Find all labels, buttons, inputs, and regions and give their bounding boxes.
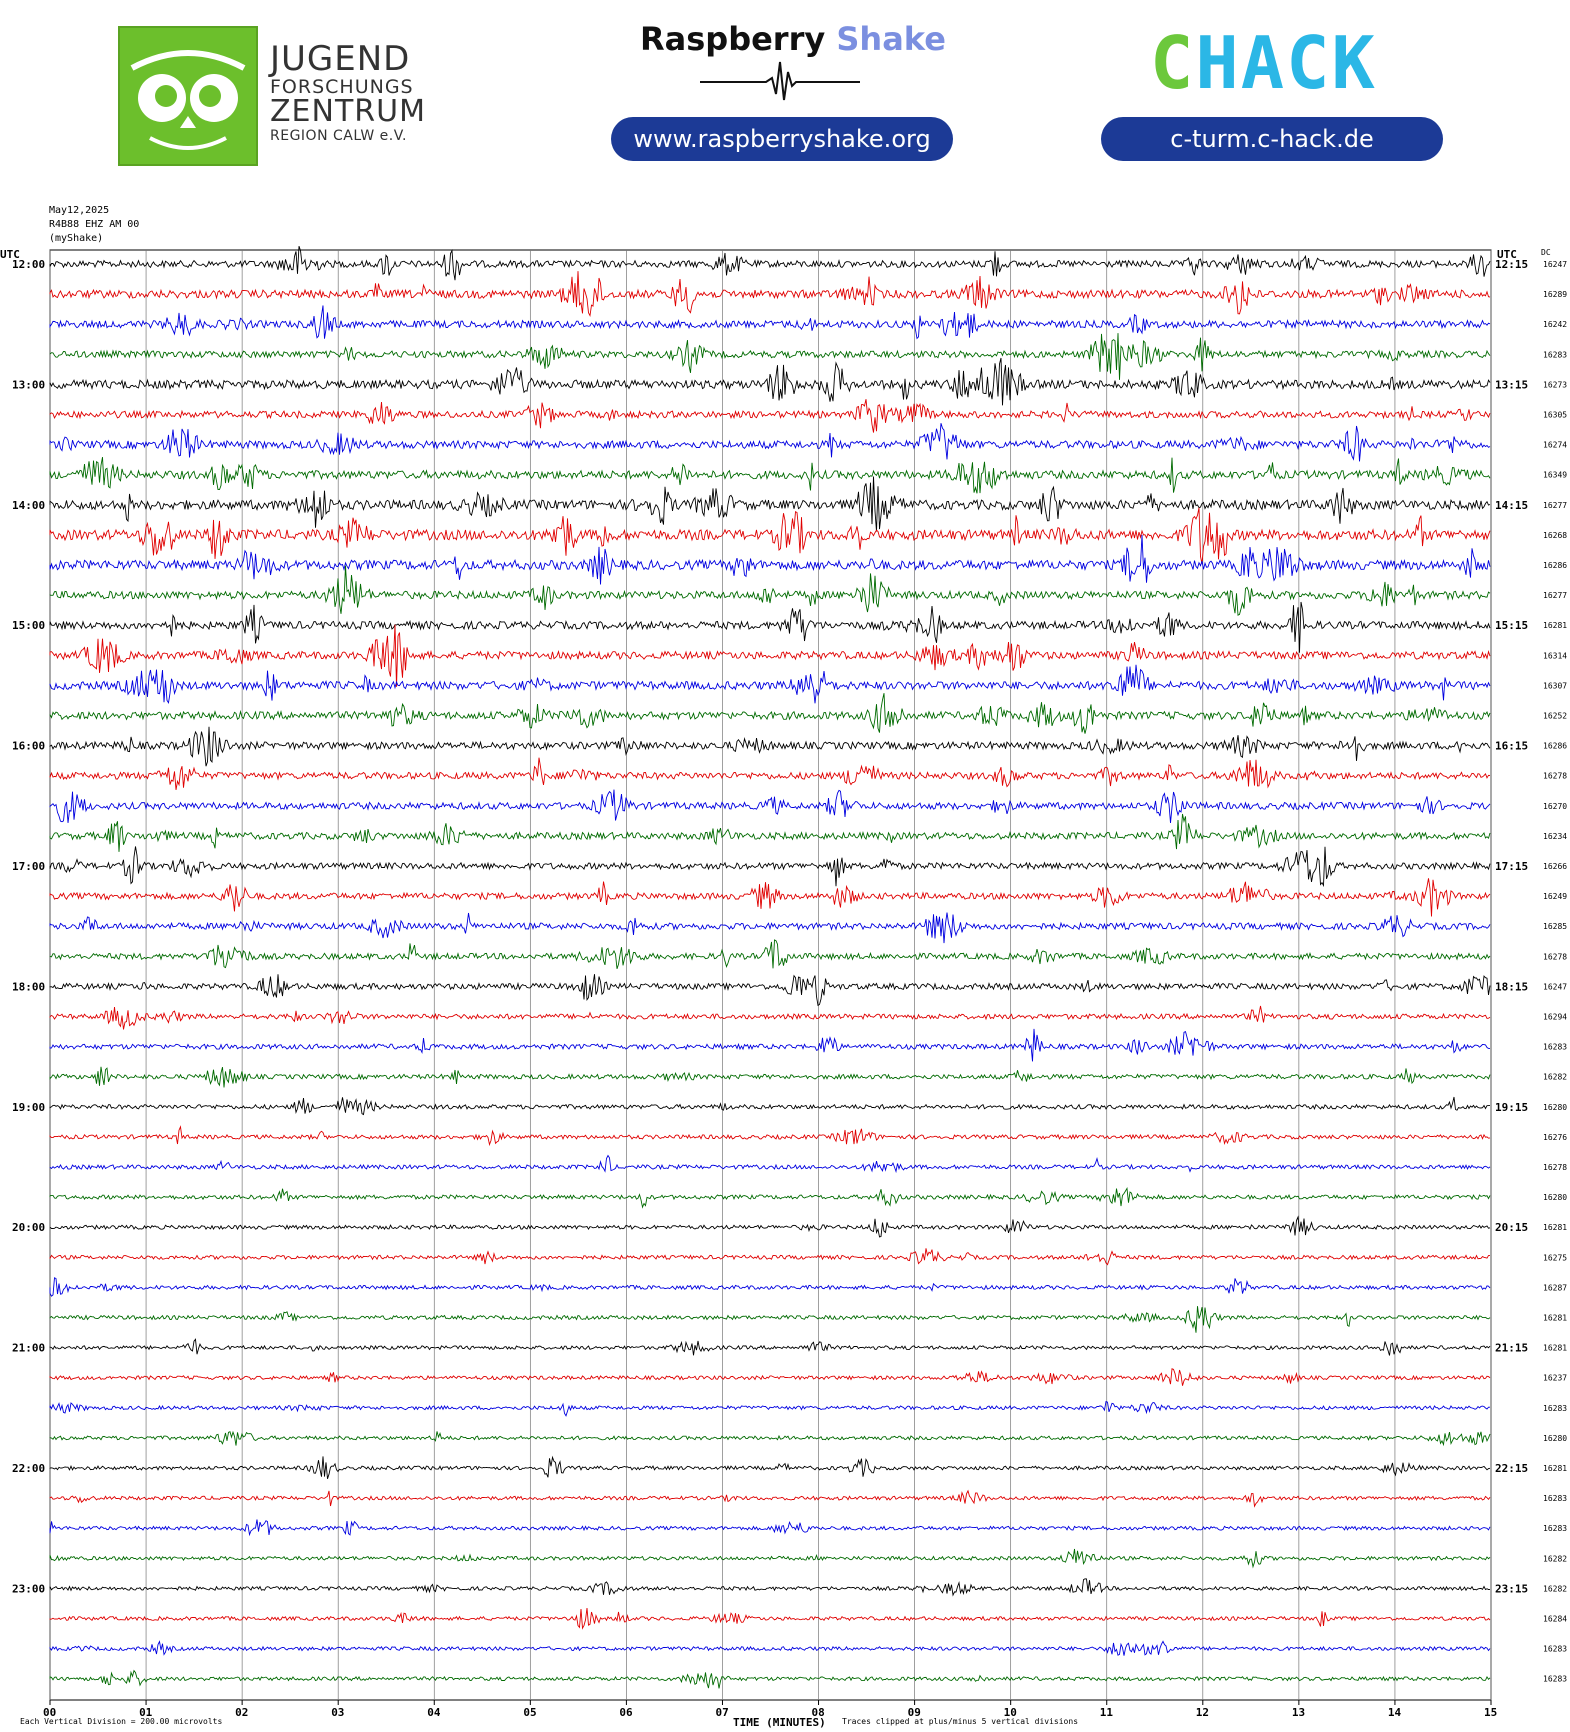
left-hour-label: 12:00 xyxy=(12,258,46,271)
owl-icon xyxy=(118,26,258,166)
x-tick-label: 07 xyxy=(715,1706,729,1719)
trace-line xyxy=(50,693,1490,733)
left-utc-label: UTC xyxy=(0,248,20,261)
dc-value-label: 16282 xyxy=(1543,1584,1568,1594)
plot-frame xyxy=(50,250,1491,1700)
dc-value-label: 16247 xyxy=(1543,982,1568,992)
trace-line xyxy=(50,399,1490,432)
trace-line xyxy=(50,1278,1490,1296)
left-hour-label: 19:00 xyxy=(12,1100,46,1114)
dc-value-label: 16278 xyxy=(1543,1163,1568,1172)
trace-line xyxy=(50,790,1490,823)
trace-line xyxy=(50,878,1490,916)
chack-letter: K xyxy=(1331,28,1377,98)
trace-line xyxy=(50,1156,1490,1172)
dc-value-label: 16247 xyxy=(1543,260,1568,269)
dc-value-label: 16283 xyxy=(1543,1674,1568,1684)
dc-value-label: 16283 xyxy=(1543,1644,1568,1654)
right-hour-label: 13:15 xyxy=(1495,378,1529,392)
trace-line xyxy=(50,846,1490,886)
trace-line xyxy=(50,1006,1490,1030)
right-hour-label: 21:15 xyxy=(1495,1341,1529,1355)
x-tick-label: 02 xyxy=(235,1706,249,1719)
svg-text:CHACK xyxy=(1150,28,1377,98)
trace-line xyxy=(50,1097,1490,1115)
trace-line xyxy=(50,913,1490,944)
dc-value-label: 16242 xyxy=(1543,320,1568,330)
dc-value-label: 16289 xyxy=(1543,290,1568,300)
header-banner xyxy=(0,0,1570,200)
dc-value-label: 16275 xyxy=(1543,1253,1568,1263)
right-hour-label: 19:15 xyxy=(1495,1100,1529,1114)
dc-value-label: 16280 xyxy=(1543,1193,1568,1203)
trace-line xyxy=(50,940,1490,969)
dc-value-label: 16237 xyxy=(1543,1373,1568,1383)
trace-line xyxy=(50,1248,1490,1264)
dc-value-label: 16314 xyxy=(1543,651,1568,661)
trace-lines xyxy=(50,246,1490,1688)
x-tick-label: 06 xyxy=(619,1706,633,1719)
chack-letter: H xyxy=(1195,28,1241,98)
raspberry-shake-logo xyxy=(640,20,946,58)
trace-line xyxy=(50,1217,1490,1237)
jfz-line-3: ZENTRUM xyxy=(270,94,426,129)
dc-value-label: 16305 xyxy=(1543,410,1568,420)
trace-line xyxy=(50,457,1490,493)
left-hour-label: 22:00 xyxy=(12,1462,46,1475)
trace-line xyxy=(50,1608,1490,1628)
x-tick-label: 00 xyxy=(43,1706,57,1719)
right-utc-label: UTC xyxy=(1497,248,1517,261)
trace-line xyxy=(50,1520,1490,1535)
left-hour-label: 16:00 xyxy=(12,739,46,753)
trace-line xyxy=(50,602,1490,653)
x-tick-label: 14 xyxy=(1387,1706,1402,1719)
dc-value-label: 16283 xyxy=(1543,1524,1568,1534)
trace-line xyxy=(50,1067,1490,1088)
trace-line xyxy=(50,814,1490,852)
x-axis-label: TIME (MINUTES) xyxy=(733,1716,826,1729)
dc-value-label: 16281 xyxy=(1543,1223,1568,1233)
jfz-line-2: FORSCHUNGS xyxy=(270,76,414,98)
trace-line xyxy=(50,1671,1490,1689)
x-tick-label: 10 xyxy=(1003,1706,1017,1719)
title-network: (myShake) xyxy=(49,233,104,244)
x-tick-label: 03 xyxy=(331,1706,345,1719)
dc-value-label: 16287 xyxy=(1543,1283,1568,1293)
dc-value-label: 16285 xyxy=(1543,922,1568,932)
dc-value-label: 16249 xyxy=(1543,892,1568,902)
x-tick-label: 04 xyxy=(427,1706,441,1719)
dc-value-label: 16280 xyxy=(1543,1433,1568,1443)
right-hour-label: 23:15 xyxy=(1495,1582,1529,1596)
seismograph-wave-icon xyxy=(700,58,860,104)
trace-line xyxy=(50,1579,1490,1595)
trace-line xyxy=(50,306,1490,339)
dc-value-label: 16349 xyxy=(1543,470,1568,480)
dc-value-label: 16281 xyxy=(1543,1343,1568,1353)
dc-value-label: 16283 xyxy=(1543,1042,1568,1052)
trace-line xyxy=(50,535,1490,585)
dc-value-label: 16270 xyxy=(1543,801,1568,811)
jfz-line-4: REGION CALW e.V. xyxy=(270,128,407,144)
title-date: May12,2025 xyxy=(49,205,110,216)
dc-values xyxy=(1543,260,1567,1684)
dc-value-label: 16281 xyxy=(1543,1464,1568,1473)
dc-value-label: 16282 xyxy=(1543,1554,1568,1564)
dc-value-label: 16283 xyxy=(1543,1403,1568,1413)
trace-line xyxy=(50,1641,1490,1655)
chack-url-link[interactable]: c-turm.c-hack.de xyxy=(1101,117,1443,161)
rs-title-part-2: Shake xyxy=(836,20,946,58)
trace-line xyxy=(50,625,1490,687)
minute-gridlines xyxy=(50,250,1491,1700)
trace-line xyxy=(50,1188,1490,1207)
dc-value-label: 16266 xyxy=(1543,862,1568,871)
x-tick-label: 12 xyxy=(1195,1706,1210,1719)
trace-line xyxy=(50,508,1490,564)
trace-line xyxy=(50,974,1490,1005)
dc-value-label: 16277 xyxy=(1543,591,1568,601)
station-title xyxy=(49,205,139,244)
dc-value-label: 16278 xyxy=(1543,771,1568,781)
trace-line xyxy=(50,1456,1490,1478)
chack-logo xyxy=(1150,28,1410,98)
right-hour-label: 18:15 xyxy=(1495,980,1529,994)
left-hour-labels xyxy=(12,258,45,1595)
title-station: R4B88 EHZ AM 00 xyxy=(49,219,140,230)
jfz-name xyxy=(270,39,426,144)
helicorder-plot xyxy=(0,200,1570,1732)
trace-line xyxy=(50,333,1490,380)
trace-line xyxy=(50,1431,1490,1445)
jfz-line-1: JUGEND xyxy=(270,39,411,79)
trace-line xyxy=(50,1369,1490,1386)
x-tick-label: 15 xyxy=(1484,1706,1498,1719)
chack-letter: A xyxy=(1240,28,1287,98)
chack-letter: C xyxy=(1286,28,1332,98)
dc-label: DC xyxy=(1541,248,1551,257)
dc-value-label: 16252 xyxy=(1543,711,1568,721)
dc-value-label: 16283 xyxy=(1543,350,1568,360)
trace-line xyxy=(50,1029,1490,1062)
trace-line xyxy=(50,246,1490,280)
left-hour-label: 15:00 xyxy=(12,619,46,633)
trace-line xyxy=(50,423,1490,461)
trace-line xyxy=(50,566,1490,616)
trace-line xyxy=(50,358,1490,405)
dc-value-label: 16234 xyxy=(1543,831,1568,841)
dc-value-label: 16277 xyxy=(1543,500,1568,510)
trace-line xyxy=(50,758,1490,790)
trace-line xyxy=(50,271,1490,315)
dc-value-label: 16294 xyxy=(1543,1012,1568,1022)
dc-value-label: 16307 xyxy=(1543,681,1568,691)
left-hour-label: 13:00 xyxy=(12,378,46,392)
trace-line xyxy=(50,1127,1490,1145)
dc-value-label: 16274 xyxy=(1543,440,1568,450)
jfz-logo xyxy=(118,26,426,166)
dc-value-label: 16281 xyxy=(1543,621,1568,631)
x-tick-label: 13 xyxy=(1291,1706,1306,1719)
right-hour-label: 20:15 xyxy=(1495,1221,1529,1235)
footer-scale-note: Each Vertical Division = 200.00 microvolts xyxy=(20,1717,223,1726)
dc-value-label: 16286 xyxy=(1543,561,1568,570)
left-hour-label: 21:00 xyxy=(12,1341,46,1355)
right-hour-label: 12:15 xyxy=(1495,258,1529,271)
left-hour-label: 18:00 xyxy=(12,980,46,994)
right-hour-label: 16:15 xyxy=(1495,739,1529,753)
x-tick-label: 09 xyxy=(907,1706,921,1719)
raspberryshake-url-link[interactable]: www.raspberryshake.org xyxy=(611,117,953,161)
trace-line xyxy=(50,665,1490,704)
right-hour-labels xyxy=(1495,258,1528,1595)
left-hour-label: 17:00 xyxy=(12,860,46,873)
rs-title-part-1: Raspberry xyxy=(640,20,826,58)
dc-value-label: 16283 xyxy=(1543,1494,1568,1504)
trace-line xyxy=(50,477,1490,532)
trace-line xyxy=(50,1402,1490,1416)
right-hour-label: 17:15 xyxy=(1495,860,1529,873)
trace-line xyxy=(50,727,1490,766)
dc-value-label: 16276 xyxy=(1543,1132,1568,1142)
trace-line xyxy=(50,1306,1490,1333)
dc-value-label: 16273 xyxy=(1543,380,1568,390)
left-hour-label: 20:00 xyxy=(12,1221,46,1235)
footer-clip-note: Traces clipped at plus/minus 5 vertical divisions xyxy=(842,1717,1079,1726)
dc-value-label: 16278 xyxy=(1543,952,1568,962)
dc-value-label: 16268 xyxy=(1543,530,1568,540)
dc-value-label: 16280 xyxy=(1543,1102,1568,1112)
trace-line xyxy=(50,1491,1490,1506)
trace-line xyxy=(50,1339,1490,1355)
right-hour-label: 15:15 xyxy=(1495,619,1529,633)
right-hour-label: 14:15 xyxy=(1495,498,1529,512)
left-hour-label: 23:00 xyxy=(12,1582,46,1596)
dc-value-label: 16282 xyxy=(1543,1072,1568,1082)
dc-value-label: 16286 xyxy=(1543,741,1568,751)
x-tick-label: 05 xyxy=(523,1706,537,1719)
dc-value-label: 16284 xyxy=(1543,1614,1568,1624)
dc-value-label: 16281 xyxy=(1543,1313,1568,1323)
x-tick-label: 08 xyxy=(811,1706,825,1719)
right-hour-label: 22:15 xyxy=(1495,1462,1529,1475)
x-tick-label: 11 xyxy=(1099,1706,1113,1719)
trace-line xyxy=(50,1549,1490,1567)
x-tick-label: 01 xyxy=(139,1706,153,1719)
left-hour-label: 14:00 xyxy=(12,498,46,512)
chack-letter: C xyxy=(1150,28,1196,98)
